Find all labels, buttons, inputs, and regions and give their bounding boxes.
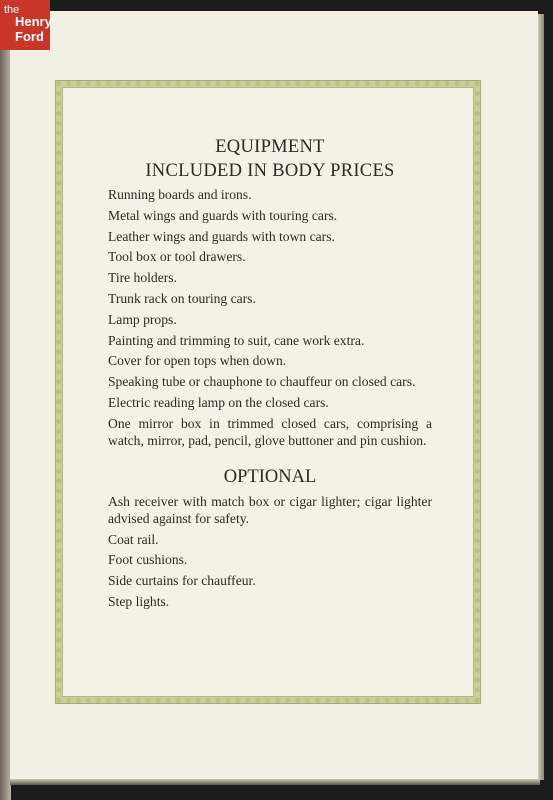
list-item: Painting and trimming to suit, cane work extra. [108,332,365,348]
list-item: Tire holders. [108,270,177,286]
henry-ford-logo [0,0,50,50]
page-stack-edge [538,14,544,780]
list-item: Coat rail. [108,531,159,547]
optional-items-list [108,493,432,610]
list-item: Foot cushions. [108,552,188,568]
optional-heading: OPTIONAL [223,466,317,487]
list-item: One mirror box in trimmed closed cars, comprising a watch, mirror, pad, pencil, glove buttoner and pin cushion. [108,415,432,448]
logo-text-henry: Henry [15,14,52,29]
heading-included: INCLUDED IN BODY PRICES [145,161,395,181]
list-item: Side curtains for chauffeur. [108,573,256,589]
main-heading [108,135,432,183]
document-content [108,135,432,614]
list-item: Step lights. [108,593,170,609]
list-item: Lamp props. [108,311,177,327]
page-bottom-edge [10,779,540,785]
logo-text-the: the [4,4,20,16]
logo-text-ford: Ford [15,29,44,44]
list-item: Tool box or tool drawers. [108,249,246,265]
list-item: Speaking tube or chauphone to chauffeur on closed cars. [108,374,416,390]
list-item: Running boards and irons. [108,187,252,202]
list-item: Electric reading lamp on the closed cars. [108,394,329,410]
list-item: Cover for open tops when down. [108,353,287,369]
list-item: Metal wings and guards with touring cars. [108,207,338,223]
heading-equipment: EQUIPMENT [215,137,325,157]
list-item: Trunk rack on touring cars. [108,290,256,306]
included-items-list [108,186,432,449]
list-item: Ash receiver with match box or cigar lighter; cigar lighter advised against for safety. [108,493,432,526]
list-item: Leather wings and guards with town cars. [108,228,335,244]
